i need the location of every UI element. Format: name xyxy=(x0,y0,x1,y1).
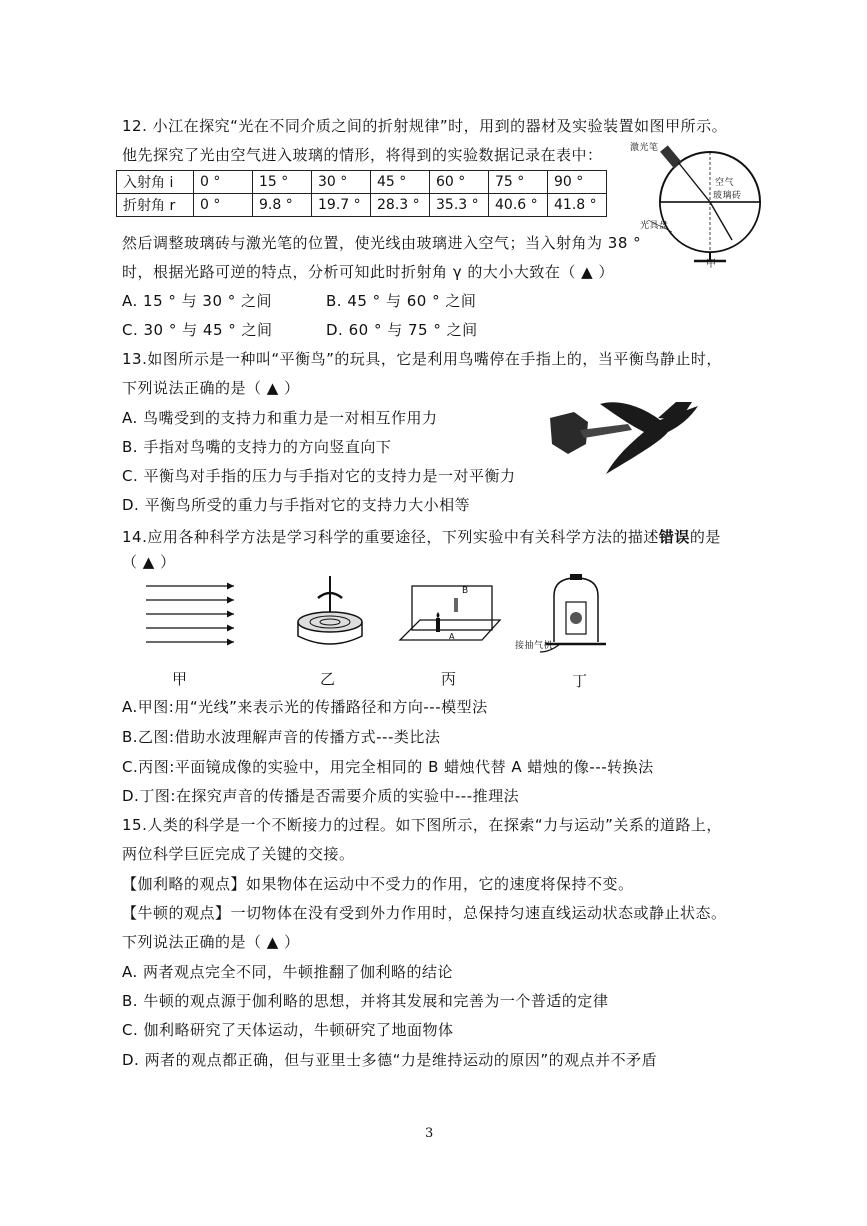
q13-stem-line2: 下列说法正确的是（ ▲ ） xyxy=(122,379,300,397)
q13-option-a: A. 鸟嘴受到的支持力和重力是一对相互作用力 xyxy=(122,409,438,427)
q13-stem-line1: 13.如图所示是一种叫“平衡鸟”的玩具，它是利用鸟嘴停在手指上的，当平衡鸟静止时， xyxy=(122,350,722,368)
candle-b-shape xyxy=(454,598,458,612)
q14-stem-prefix: 14.应用各种科学方法是学习科学的重要途径，下列实验中有关科学方法的描述 xyxy=(122,528,659,546)
table-cell: 90 ° xyxy=(548,171,607,194)
bell-jar-glass xyxy=(554,578,598,642)
q14-option-b: B.乙图:借助水波理解声音的传播方式---类比法 xyxy=(122,728,441,746)
q14-option-c: C.丙图:平面镜成像的实验中，用完全相同的 B 蜡烛代替 A 蜡烛的像---转换法 xyxy=(122,758,654,776)
q15-stem-line3: 下列说法正确的是（ ▲ ） xyxy=(122,933,300,951)
candle-a-flame xyxy=(437,612,440,618)
q15-stem-line1: 15.人类的科学是一个不断接力的过程。如下图所示，在探索“力与运动”关系的道路上， xyxy=(122,816,722,834)
light-disk-label: 光具盘 xyxy=(640,221,669,231)
candle-a-label: A xyxy=(449,632,455,641)
table-cell: 40.6 ° xyxy=(489,194,548,217)
water-wave-figure xyxy=(290,572,370,654)
table-cell: 35.3 ° xyxy=(430,194,489,217)
glass-plate xyxy=(412,586,492,630)
q12-stem-line3: 然后调整玻璃砖与激光笔的位置，使光线由玻璃进入空气；当入射角为 38 ° xyxy=(122,234,642,252)
table-cell: 60 ° xyxy=(430,171,489,194)
q15-stem-line2: 两位科学巨匠完成了关键的交接。 xyxy=(122,845,355,863)
q14-stem-suffix: 的是 xyxy=(689,528,721,546)
laser-pen-shape xyxy=(660,145,682,168)
table-header-cell: 入射角 i xyxy=(117,171,194,194)
q15-option-d: D. 两者的观点都正确，但与亚里士多德“力是维持运动的原因”的观点并不矛盾 xyxy=(122,1051,658,1069)
q12-stem-line1: 12. 小江在探究“光在不同介质之间的折射规律”时，用到的器材及实验装置如图甲所示。 xyxy=(122,117,728,135)
table-cell: 28.3 ° xyxy=(371,194,430,217)
q13-option-c: C. 平衡鸟对手指的压力与手指对它的支持力是一对平衡力 xyxy=(122,467,516,485)
caption-jia: 甲 xyxy=(172,670,188,688)
q15-option-a: A. 两者观点完全不同，牛顿推翻了伽利略的结论 xyxy=(122,963,454,981)
refraction-data-table xyxy=(116,170,607,217)
q14-stem-line1 xyxy=(122,527,721,547)
light-rays-figure xyxy=(142,578,242,650)
table-cell: 0 ° xyxy=(194,171,253,194)
refraction-apparatus-figure xyxy=(628,140,778,275)
q15-newton-view: 【牛顿的观点】一切物体在没有受到外力作用时，总保持匀速直线运动状态或静止状态。 xyxy=(122,904,727,922)
jar-knob xyxy=(570,574,582,580)
figure-jia-caption: 甲 xyxy=(706,259,717,270)
alarm-bell-shape xyxy=(570,612,582,624)
q12-option-c: C. 30 ° 与 45 ° 之间 xyxy=(122,321,273,339)
caption-ding: 丁 xyxy=(572,672,588,690)
table-cell: 45 ° xyxy=(371,171,430,194)
q15-option-c: C. 伽利略研究了天体运动，牛顿研究了地面物体 xyxy=(122,1021,454,1039)
q12-option-d: D. 60 ° 与 75 ° 之间 xyxy=(326,321,478,339)
caption-bing: 丙 xyxy=(441,670,457,688)
table-cell: 19.7 ° xyxy=(312,194,371,217)
finger-shape xyxy=(580,424,632,438)
q14-stem-line2: （ ▲ ） xyxy=(122,553,176,571)
q14-option-d: D.丁图:在探究声音的传播是否需要介质的实验中---推理法 xyxy=(122,787,520,805)
incident-ray xyxy=(678,162,710,202)
q14-stem-emphasis: 错误 xyxy=(658,528,690,546)
q12-option-a: A. 15 ° 与 30 ° 之间 xyxy=(122,292,273,310)
q13-option-b: B. 手指对鸟嘴的支持力的方向竖直向下 xyxy=(122,438,392,456)
table-row xyxy=(117,194,607,217)
page-number: 3 xyxy=(425,1126,434,1141)
table-cell: 30 ° xyxy=(312,171,371,194)
dish-top xyxy=(298,612,362,632)
q13-option-d: D. 平衡鸟所受的重力与手指对它的支持力大小相等 xyxy=(122,496,471,514)
candle-a-shape xyxy=(436,618,440,632)
q12-stem-line4: 时，根据光路可逆的特点，分析可知此时折射角 γ 的大小大致在（ ▲ ） xyxy=(122,263,614,281)
q12-stem-line2: 他先探究了光由空气进入玻璃的情形，将得到的实验数据记录在表中： xyxy=(122,146,603,164)
candle-b-label: B xyxy=(462,586,469,596)
table-cell: 41.8 ° xyxy=(548,194,607,217)
laser-pen-label: 激光笔 xyxy=(630,143,659,153)
table-row xyxy=(117,171,607,194)
balance-bird-figure xyxy=(540,396,710,482)
table-header-cell: 折射角 r xyxy=(117,194,194,217)
q14-option-a: A.甲图:用“光线”来表示光的传播路径和方向---模型法 xyxy=(122,698,488,716)
q15-galileo-view: 【伽利略的观点】如果物体在运动中不受力的作用，它的速度将保持不变。 xyxy=(122,875,634,893)
glass-label: 玻璃砖 xyxy=(713,191,742,201)
table-cell: 15 ° xyxy=(253,171,312,194)
q12-option-b: B. 45 ° 与 60 ° 之间 xyxy=(326,292,477,310)
q15-option-b: B. 牛顿的观点源于伽利略的思想，并将其发展和完善为一个普适的定律 xyxy=(122,992,609,1010)
table-cell: 0 ° xyxy=(194,194,253,217)
pump-label: 接抽气机 xyxy=(515,641,554,651)
caption-yi: 乙 xyxy=(320,670,336,688)
air-label: 空气 xyxy=(715,178,735,188)
table-cell: 9.8 ° xyxy=(253,194,312,217)
table-cell: 75 ° xyxy=(489,171,548,194)
